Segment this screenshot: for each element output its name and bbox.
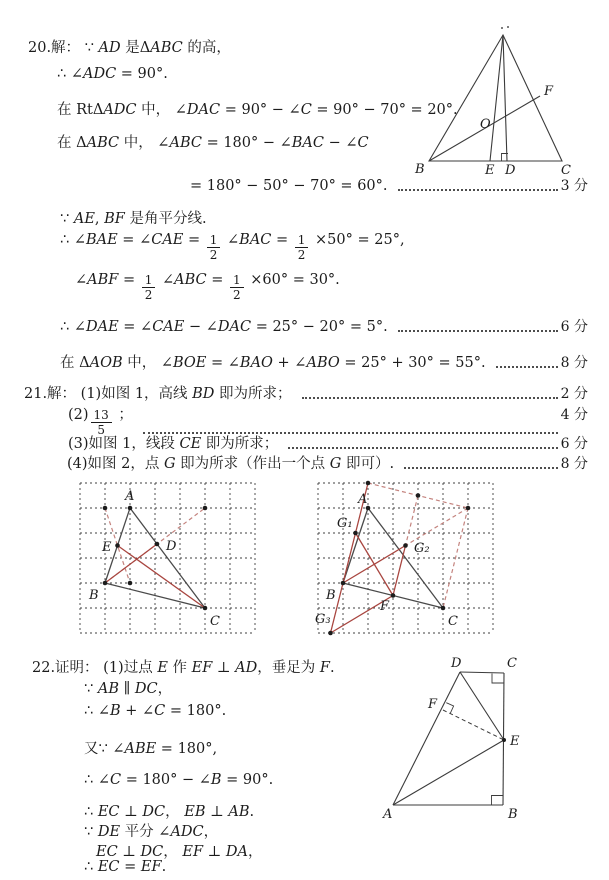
point-label-A: A bbox=[125, 489, 135, 504]
point-label-B: B bbox=[89, 588, 99, 603]
math-line: 又∵ ∠ ABE = 180°, bbox=[84, 741, 218, 757]
point-label-G2: G₂ bbox=[414, 541, 430, 556]
point-label-C: C bbox=[561, 163, 571, 178]
score-label: 8 分 bbox=[560, 355, 588, 371]
math-line: ∠ ABF = $\frac{1}{2}$ ∠ ABC = $\frac{1}{2}$ ×60° = 30°. bbox=[75, 272, 340, 303]
point-label-D: D bbox=[505, 163, 516, 178]
point-label-A: A bbox=[358, 492, 368, 507]
point-label-C: C bbox=[507, 656, 517, 671]
math-line: ∵ AB ∥ DC ， bbox=[84, 681, 173, 697]
dotted-leader bbox=[398, 330, 558, 332]
math-line: ∴ EC = EF . bbox=[84, 859, 167, 875]
math-line: 22.证明： (1)过点 E 作 EF ⊥ AD ，垂足为 F . bbox=[32, 660, 335, 676]
score-label: 6 分 bbox=[560, 436, 588, 452]
math-line: 在 Δ AOB 中， ∠ BOE = ∠ BAO + ∠ ABO = 25° + 30° = 55°. 8 分 bbox=[60, 351, 588, 372]
figure-problem21-grid1 bbox=[80, 483, 255, 633]
point-label-E: E bbox=[485, 163, 495, 178]
point-label-F: F bbox=[428, 697, 438, 712]
point-label-B: B bbox=[508, 807, 518, 822]
point-label-O: O bbox=[480, 117, 491, 132]
math-line: 在 Δ ABC 中， ∠ ABC = 180° − ∠ BAC − ∠ C bbox=[57, 135, 369, 151]
score-label: 2 分 bbox=[560, 386, 588, 402]
math-line: 21.解： (1)如图 1，高线 BD 即为所求； 2 分 bbox=[24, 382, 588, 403]
math-line: 在 RtΔ ADC 中， ∠ DAC = 90° − ∠ C = 90° − 70° = 20°. bbox=[57, 102, 458, 118]
score-label: 4 分 bbox=[560, 407, 588, 423]
fraction: $\frac{13}{5}$ bbox=[91, 408, 112, 438]
math-line: ∴ ∠ C = 180° − ∠ B = 90°. bbox=[84, 772, 274, 788]
score-label: 6 分 bbox=[560, 319, 588, 335]
point-label-G3: G₃ bbox=[315, 612, 331, 627]
point-label-C: C bbox=[210, 614, 220, 629]
score-label: 8 分 bbox=[560, 456, 588, 472]
dotted-leader bbox=[398, 189, 558, 191]
point-label-B: B bbox=[415, 162, 425, 177]
point-label-G1: G₁ bbox=[337, 516, 353, 531]
math-line: ∵ AE , BF 是角平分线. bbox=[60, 211, 207, 227]
point-label-D: D bbox=[451, 656, 462, 671]
dotted-leader bbox=[288, 447, 557, 449]
point-label-B: B bbox=[326, 588, 336, 603]
point-label-D: D bbox=[166, 539, 177, 554]
figure-problem22-trapezoid bbox=[385, 653, 535, 828]
dotted-leader bbox=[404, 467, 558, 469]
point-label-E: E bbox=[102, 540, 112, 555]
figure-problem20-triangle bbox=[405, 18, 571, 178]
math-line: ∴ ∠ BAE = ∠ CAE = $\frac{1}{2}$ ∠ BAC = $\frac{1}{2}$ ×50° = 25°, bbox=[60, 232, 405, 263]
math-line: = 180° − 50° − 70° = 60°. 3 分 bbox=[190, 175, 588, 195]
dotted-leader bbox=[302, 397, 558, 399]
math-line: ∴ EC ⊥ DC ， EB ⊥ AB . bbox=[84, 804, 255, 820]
math-line: ∵ DE 平分 ∠ ADC ， bbox=[84, 824, 219, 840]
fraction: $\frac{1}{2}$ bbox=[230, 273, 244, 303]
fraction: $\frac{1}{2}$ bbox=[295, 233, 309, 263]
apex-mark-dot bbox=[501, 27, 503, 29]
math-line: EC ⊥ DC ， EF ⊥ DA ， bbox=[96, 844, 263, 860]
math-line: (4)如图 2，点 G 即为所求（作出一个点 G 即可）. 8 分 bbox=[67, 452, 588, 473]
math-line: ∴ ∠ DAE = ∠ CAE − ∠ DAC = 25° − 20° = 5°. 6 分 bbox=[60, 316, 588, 336]
math-line: ∴ ∠ B + ∠ C = 180°. bbox=[84, 703, 227, 719]
math-line: 20.解： ∵ AD 是Δ ABC 的高， bbox=[28, 40, 231, 56]
math-line: (3)如图 1，线段 CE 即为所求； 6 分 bbox=[68, 432, 588, 453]
math-line: ∴ ∠ ADC = 90°. bbox=[57, 66, 168, 82]
apex-mark-dot bbox=[507, 26, 509, 28]
math-line: (2) $\frac{13}{5}$ ； 4 分 bbox=[68, 403, 588, 438]
fraction: $\frac{1}{2}$ bbox=[142, 273, 156, 303]
score-label: 3 分 bbox=[560, 178, 588, 194]
fraction: $\frac{1}{2}$ bbox=[207, 233, 221, 263]
figure-problem21-grid2 bbox=[315, 483, 493, 633]
point-label-C: C bbox=[448, 614, 458, 629]
point-label-E: E bbox=[510, 734, 520, 749]
point-label-F: F bbox=[544, 84, 554, 99]
point-label-F: F bbox=[380, 599, 390, 614]
point-label-A: A bbox=[383, 807, 393, 822]
dotted-leader bbox=[496, 366, 558, 368]
